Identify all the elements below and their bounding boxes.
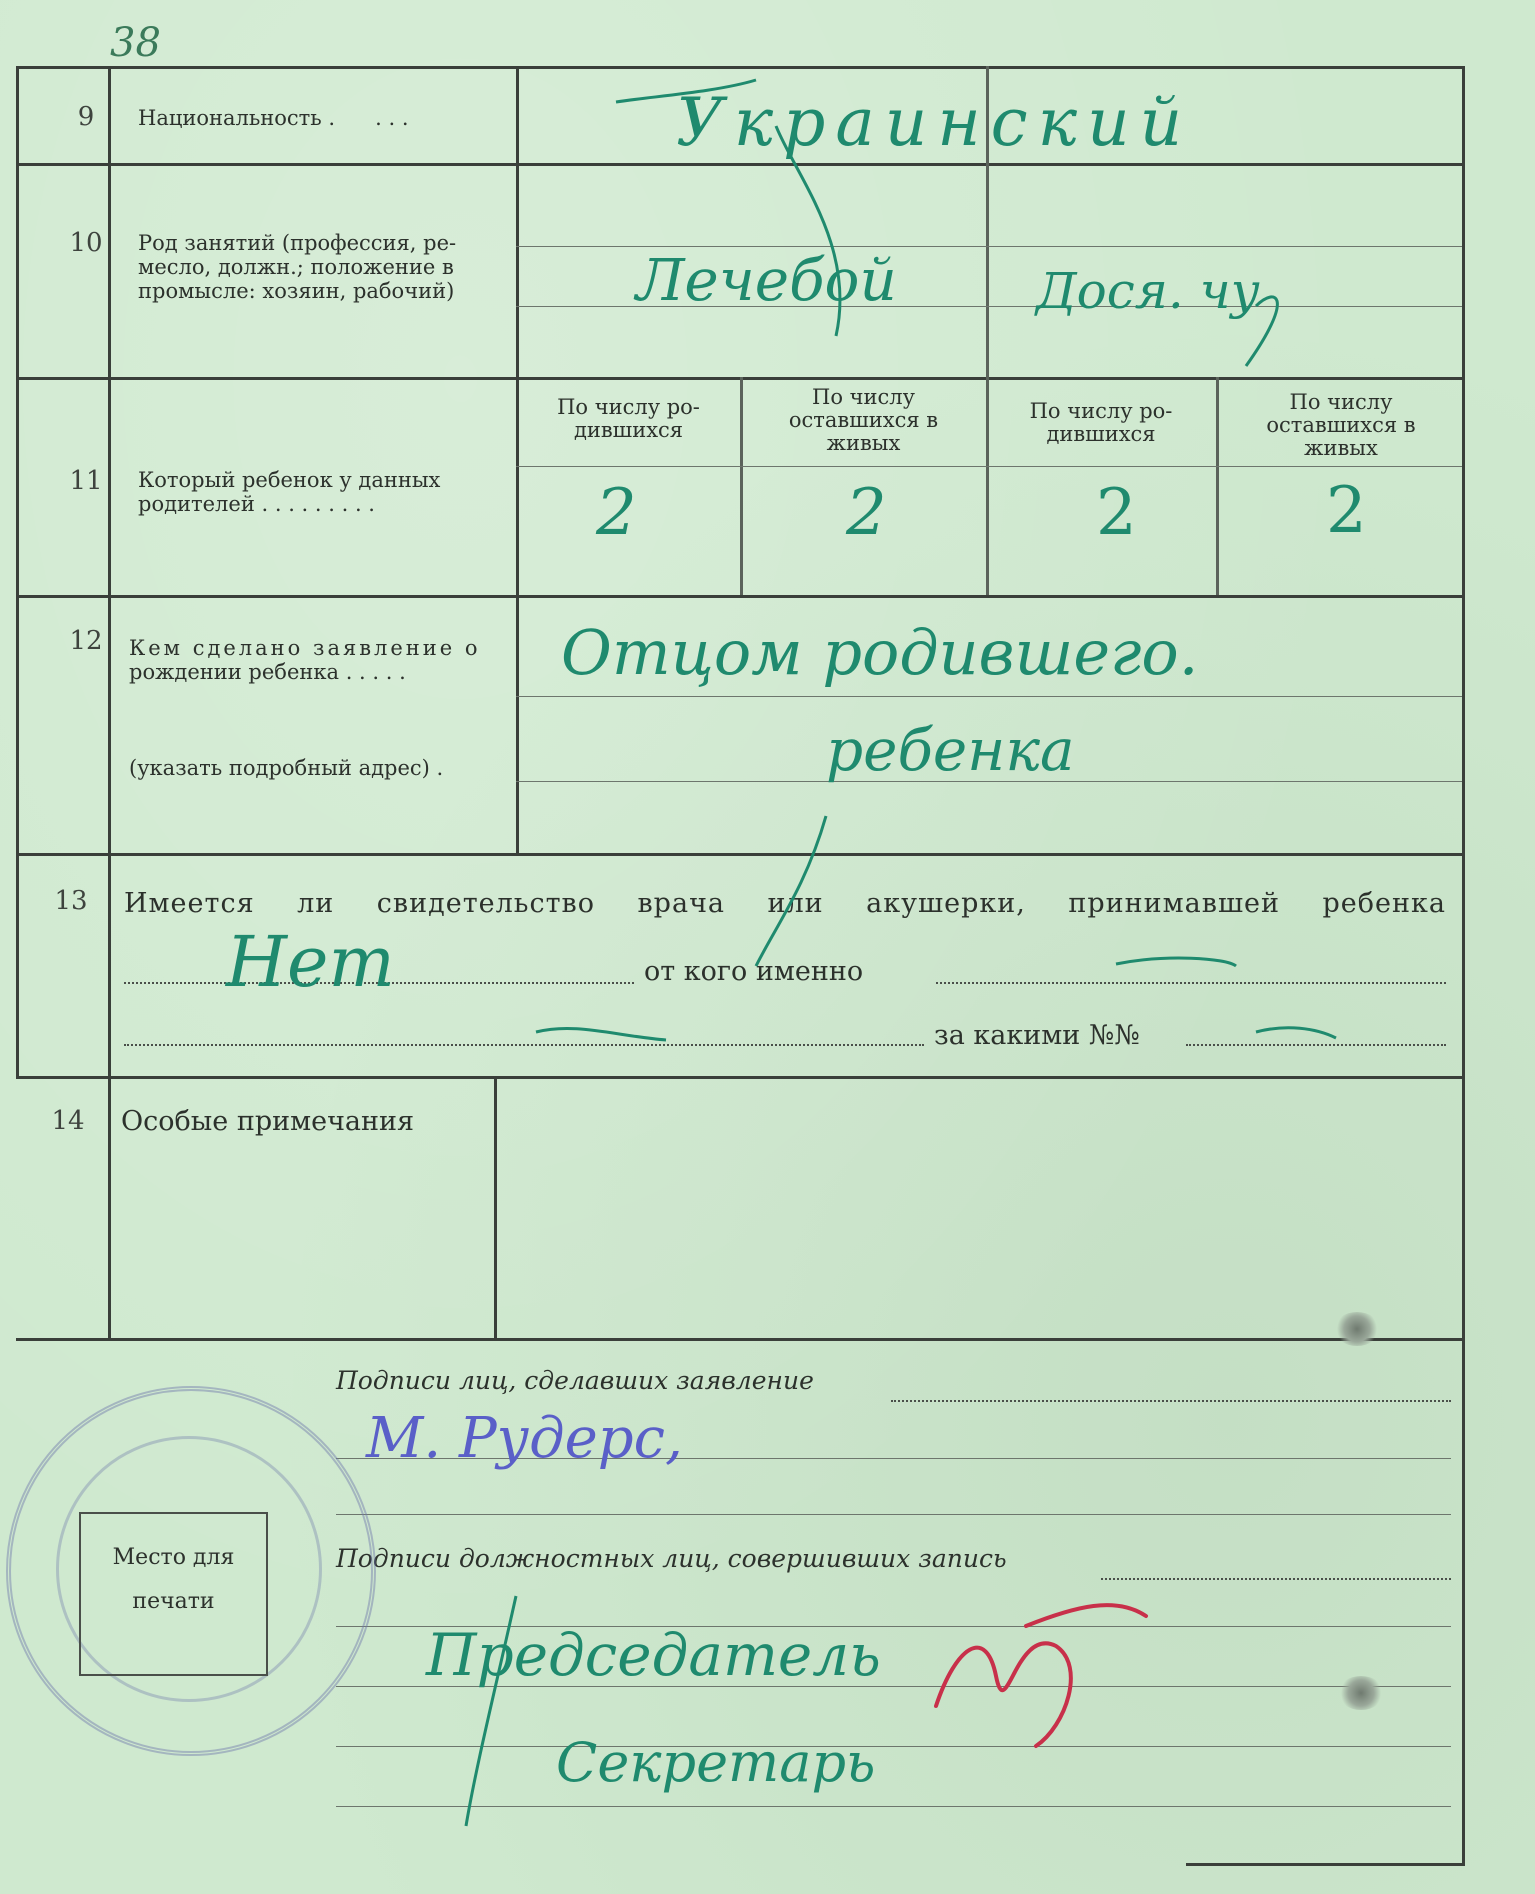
row-number-11: 11 <box>69 466 103 496</box>
value-father-born[interactable]: 2 <box>596 476 637 550</box>
punch-hole-bottom <box>1338 1676 1384 1710</box>
subhead-mother-living-line3: живых <box>1304 436 1378 460</box>
row-number-12: 12 <box>69 626 103 656</box>
label-certificate-question: Имеется ли свидетельство врача или акушерки, принимавшей ребенка <box>124 888 1446 919</box>
row-number-9: 9 <box>77 102 95 132</box>
label-child-order-line1: Который ребенок у данных <box>138 468 441 492</box>
subhead-father-born-line2: дившихся <box>573 418 684 442</box>
label-child-order-line2-text: родителей <box>138 492 255 516</box>
label-applicant-signatures: Подписи лиц, сделавших заявление <box>336 1366 814 1395</box>
label-nationality-text: Национальность <box>138 106 322 130</box>
value-certificate[interactable]: Нет <box>226 921 395 1003</box>
subhead-father-living-line2: оставшихся в <box>788 408 939 432</box>
subhead-mother-born-line2: дившихся <box>1046 422 1156 446</box>
value-declarant-line2[interactable]: ребенка <box>826 716 1075 784</box>
label-special-notes: Особые примечания <box>121 1106 415 1137</box>
value-mother-living[interactable]: 2 <box>1326 474 1367 548</box>
value-father-living[interactable]: 2 <box>846 476 887 550</box>
label-declarant-line1: Кем сделано заявление о <box>129 636 481 660</box>
label-declarant-line2-text: рождении ребенка <box>129 660 340 684</box>
punch-hole-top <box>1334 1312 1380 1346</box>
label-declarant-line2: рождении ребенка . . . . . <box>129 660 406 684</box>
label-occupation-line1: Род занятий (профессия, ре- <box>138 231 457 255</box>
subhead-father-living-line3: живых <box>826 431 901 455</box>
green-ink-strokes <box>16 66 1462 1866</box>
label-nationality: Национальность . . . . <box>138 106 409 130</box>
subhead-father-born-line1: По числу ро- <box>557 395 700 419</box>
label-which-numbers: за какими №№ <box>934 1020 1140 1051</box>
subhead-father-living-line1: По числу <box>812 385 915 409</box>
label-occupation-line3: промысле: хозяин, рабочий) <box>138 279 455 303</box>
value-declarant[interactable]: Отцом родившего. <box>561 616 1199 689</box>
birth-record-form <box>16 66 1462 1866</box>
label-address-text: (указать подробный адрес) <box>129 756 430 780</box>
subhead-mother-living-line1: По числу <box>1289 390 1393 414</box>
subhead-mother-living-line2: оставшихся в <box>1266 413 1416 437</box>
row-number-14: 14 <box>51 1106 85 1136</box>
row-number-10: 10 <box>69 228 103 258</box>
value-occupation-father[interactable]: Лечебой <box>636 246 897 314</box>
value-nationality[interactable]: Украинский <box>676 84 1193 161</box>
stamp-place-line1: Место для <box>112 1545 235 1570</box>
value-official-signature-1[interactable]: Председатель <box>426 1621 881 1689</box>
value-occupation-mother[interactable]: Дося. чу <box>1036 262 1260 320</box>
value-official-signature-2[interactable]: Секретарь <box>556 1731 876 1794</box>
value-applicant-signature[interactable]: М. Рудерс, <box>366 1406 683 1471</box>
value-mother-born[interactable]: 2 <box>1096 476 1137 550</box>
label-child-order-line2: родителей . . . . . . . . . <box>138 492 375 516</box>
subhead-mother-born-line1: По числу ро- <box>1029 399 1173 423</box>
label-address: (указать подробный адрес) . <box>129 756 444 780</box>
corner-mark: 38 <box>110 20 161 66</box>
label-official-signatures: Подписи должностных лиц, совершивших запись <box>336 1544 1007 1573</box>
label-from-whom: от кого именно <box>644 956 864 987</box>
row-number-13: 13 <box>54 886 88 916</box>
stamp-place-line2: печати <box>132 1589 215 1614</box>
label-occupation-line2: месло, должн.; положение в <box>138 255 454 279</box>
